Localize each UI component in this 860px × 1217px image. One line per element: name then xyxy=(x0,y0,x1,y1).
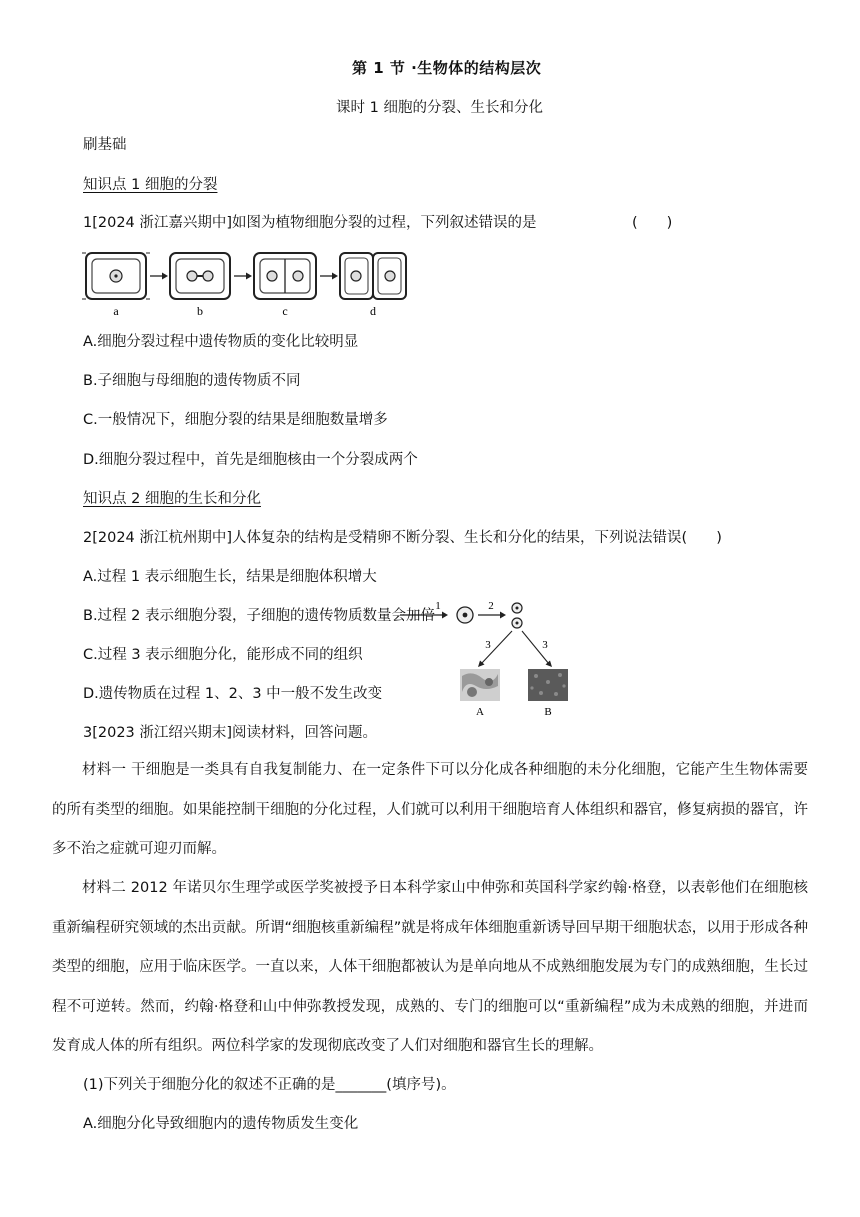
q1-cell-division-figure xyxy=(82,249,412,321)
q2-option-b: B.过程 2 表示细胞分裂，子细胞的遗传物质数量会加倍 xyxy=(83,608,435,624)
process-2-arrow xyxy=(478,612,506,619)
q1-option-b: B.子细胞与母细胞的遗传物质不同 xyxy=(83,373,301,389)
cell-c-diagram xyxy=(254,253,316,299)
q2-stem: 2[2024 浙江杭州期中]人体复杂的结构是受精卵不断分裂、生长和分化的结果，下列说法错误( ) xyxy=(83,530,722,546)
q2-option-d: D.遗传物质在过程 1、2、3 中一般不发生改变 xyxy=(83,686,383,702)
figure-label-a: a xyxy=(113,304,119,318)
tissue-label-a: A xyxy=(476,706,484,718)
q3-stem: 3[2023 浙江绍兴期末]阅读材料，回答问题。 xyxy=(83,725,378,741)
q3-material-1: 材料一 干细胞是一类具有自我复制能力、在一定条件下可以分化成各种细胞的未分化细胞，它能产生生物体需要的所有类型的细胞。如果能控制干细胞的分化过程，人们就可以利用干细胞培育人体组织和器官，修复病损的器官，许多不治之症就可迎刃而解。 xyxy=(52,762,808,857)
tissue-a-image xyxy=(460,669,500,701)
q2-option-a: A.过程 1 表示细胞生长，结果是细胞体积增大 xyxy=(83,569,377,585)
tissue-label-b: B xyxy=(544,706,552,718)
figure-label-c: c xyxy=(282,304,288,318)
lesson-title: 课时 1 细胞的分裂、生长和分化 xyxy=(336,100,543,116)
cell-a-diagram xyxy=(82,253,150,299)
figure-label-d: d xyxy=(370,304,376,318)
cell-b-diagram xyxy=(170,253,230,299)
arrow-icon xyxy=(150,273,168,280)
practice-label: 刷基础 xyxy=(83,137,127,153)
q1-answer-blank: ( ) xyxy=(632,215,673,231)
section-title: 第 1 节 ·生物体的结构层次 xyxy=(352,59,542,77)
arrow-icon xyxy=(234,273,252,280)
q1-option-d: D.细胞分裂过程中，首先是细胞核由一个分裂成两个 xyxy=(83,452,418,468)
q1-stem: 1[2024 浙江嘉兴期中]如图为植物细胞分裂的过程，下列叙述错误的是 xyxy=(83,215,537,231)
daughter-cells xyxy=(512,603,522,628)
process-label-3-right: 3 xyxy=(542,639,548,651)
process-label-2: 2 xyxy=(488,600,494,612)
process-label-3-left: 3 xyxy=(485,639,491,651)
tissue-b-image xyxy=(528,669,568,701)
fertilized-egg-cell xyxy=(457,607,473,623)
q1-option-a: A.细胞分裂过程中遗传物质的变化比较明显 xyxy=(83,334,359,350)
knowledge-point-2: 知识点 2 细胞的生长和分化 xyxy=(83,491,261,507)
q3-sub-question-1: (1)下列关于细胞分化的叙述不正确的是_______(填序号)。 xyxy=(83,1077,456,1093)
process-label-1: 1 xyxy=(435,600,441,612)
figure-label-b: b xyxy=(197,304,203,318)
cell-d-diagram xyxy=(340,253,406,299)
arrow-icon xyxy=(320,273,338,280)
q1-option-c: C.一般情况下，细胞分裂的结果是细胞数量增多 xyxy=(83,412,388,428)
q3-material-2: 材料二 2012 年诺贝尔生理学或医学奖被授予日本科学家山中伸弥和英国科学家约翰·格登，以表彰他们在细胞核重新编程研究领域的杰出贡献。所谓“细胞核重新编程”就是将成年体细胞重新诱导回早期干细胞状态，以用于形成各种类型的细胞，应用于临床医学。一直以来，人体干细胞都被认为是单向地从不成熟细胞发展为专门的成熟细胞，生长过程不可逆转。然而，约翰·格登和山中伸弥教授发现，成熟的、专门的细胞可以“重新编程”成为未成熟的细胞，并进而发育成人体的所有组织。两位科学家的发现彻底改变了人们对细胞和器官生长的理解。 xyxy=(52,880,808,1054)
knowledge-point-1: 知识点 1 细胞的分裂 xyxy=(83,177,218,193)
q2-option-c: C.过程 3 表示细胞分化，能形成不同的组织 xyxy=(83,647,363,663)
q3-sub1-option-a: A.细胞分化导致细胞内的遗传物质发生变化 xyxy=(83,1116,359,1132)
